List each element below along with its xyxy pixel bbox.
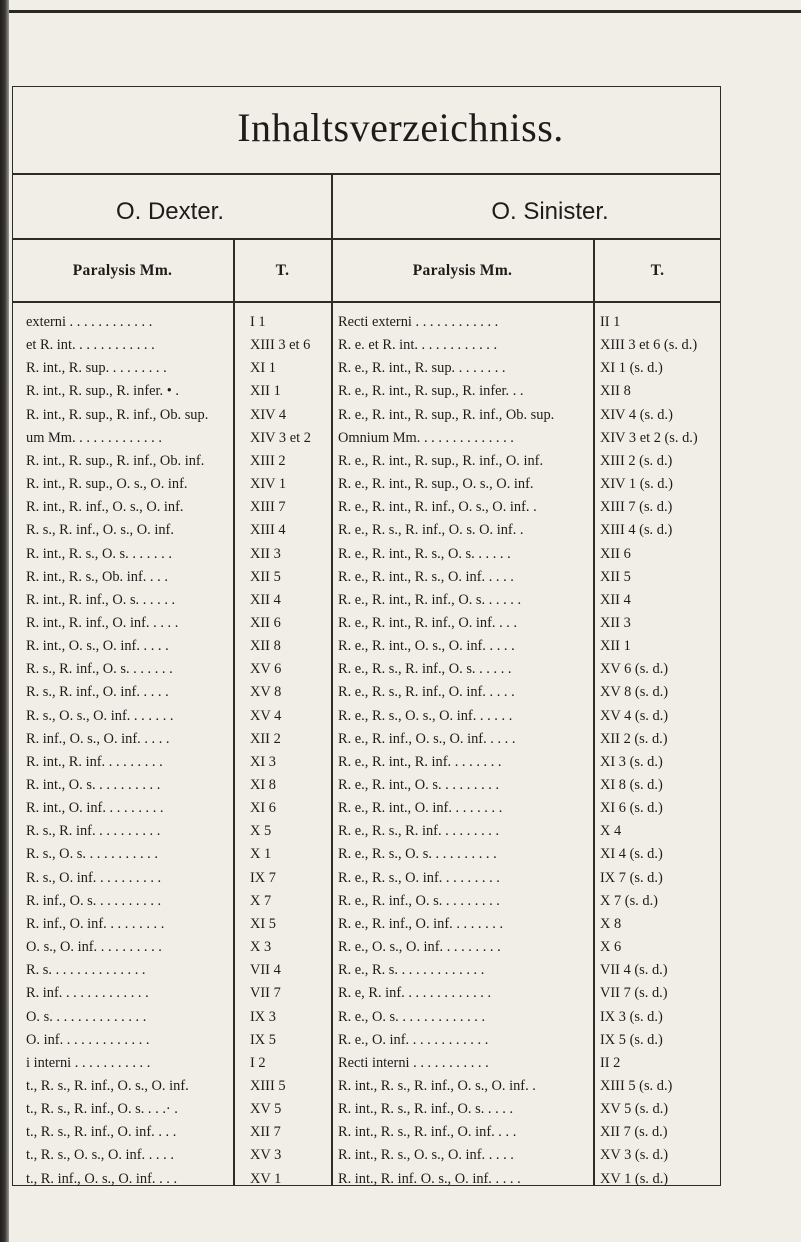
row-t-value: VII 4 (s. d.) bbox=[600, 962, 668, 979]
row-t-value: XII 1 bbox=[600, 638, 631, 655]
table-row bbox=[0, 682, 721, 702]
page-title: Inhaltsverzeichniss. bbox=[237, 105, 564, 150]
row-t-value: IX 5 bbox=[250, 1031, 276, 1048]
row-label: R. e., R. int., R. sup. . . . . . . . bbox=[338, 360, 506, 377]
row-label: R. e., R. inf., O. s., O. inf. . . . . bbox=[338, 730, 516, 747]
table-row bbox=[0, 960, 721, 980]
row-t-value: XII 7 (s. d.) bbox=[600, 1124, 668, 1141]
row-t-value: XIV 3 et 2 bbox=[250, 429, 311, 446]
row-t-value: IX 7 bbox=[250, 869, 276, 886]
row-label: R. s., R. inf. . . . . . . . . . bbox=[26, 823, 161, 840]
row-t-value: XI 8 (s. d.) bbox=[600, 777, 663, 793]
right-side-heading: O. Sinister. bbox=[491, 198, 609, 225]
row-label: R. e., R. int., O. s. . . . . . . . . bbox=[338, 777, 500, 793]
row-t-value: XIII 7 (s. d.) bbox=[600, 499, 673, 516]
row-t-value: XII 5 bbox=[250, 568, 281, 585]
row-label: R. int., R. s., O. s. . . . . . . bbox=[26, 545, 172, 562]
row-t-value: XIV 1 bbox=[250, 476, 287, 493]
row-t-value: XII 6 bbox=[250, 614, 281, 631]
row-label: t., R. s., O. s., O. inf. . . . . bbox=[26, 1147, 174, 1164]
row-t-value: XIII 4 (s. d.) bbox=[600, 522, 673, 539]
row-label: R. e., O. s. . . . . . . . . . . . . bbox=[338, 1008, 486, 1025]
row-label: R. int., O. s., O. inf. . . . . bbox=[26, 638, 169, 655]
row-t-value: X 6 bbox=[600, 939, 622, 956]
row-label: R. int., R. s., O. s., O. inf. . . . . bbox=[338, 1147, 514, 1164]
row-label: R. e., R. s. . . . . . . . . . . . . bbox=[338, 962, 485, 979]
top-rule bbox=[9, 10, 801, 13]
right-t-header: T. bbox=[650, 262, 665, 279]
row-label: R. s., R. inf., O. inf. . . . . bbox=[26, 684, 169, 701]
row-label: R. int., O. inf. . . . . . . . . bbox=[26, 800, 164, 817]
row-t-value: XV 5 bbox=[250, 1101, 282, 1118]
right-paralysis-header: Paralysis Mm. bbox=[412, 262, 513, 279]
table-row bbox=[0, 451, 721, 471]
row-label: R. int., O. s. . . . . . . . . . bbox=[26, 777, 161, 793]
left-paralysis-header: Paralysis Mm. bbox=[72, 262, 173, 279]
table-row bbox=[0, 474, 721, 494]
row-label: R. s., O. s., O. inf. . . . . . . bbox=[26, 707, 174, 724]
row-t-value: X 4 bbox=[600, 823, 622, 840]
table-row bbox=[0, 335, 721, 355]
row-label: R. e. et R. int. . . . . . . . . . . . bbox=[338, 337, 498, 354]
row-t-value: IX 3 bbox=[250, 1008, 276, 1025]
row-label: R. e., O. inf. . . . . . . . . . . . bbox=[338, 1031, 489, 1048]
row-t-value: I 1 bbox=[250, 314, 266, 330]
row-label: R. s. . . . . . . . . . . . . . bbox=[26, 962, 146, 979]
table-row bbox=[0, 798, 721, 818]
row-t-value: XV 3 (s. d.) bbox=[600, 1147, 669, 1164]
row-t-value: XI 8 bbox=[250, 777, 276, 793]
table-row bbox=[0, 891, 721, 911]
row-t-value: XI 1 bbox=[250, 360, 276, 377]
row-t-value: X 8 bbox=[600, 915, 622, 932]
row-label: R. int., R. s., R. inf., O. s., O. inf. . bbox=[338, 1077, 536, 1094]
table-row bbox=[0, 1145, 721, 1165]
table-row bbox=[0, 868, 721, 888]
row-t-value: VII 4 bbox=[250, 962, 281, 979]
row-label: R. e., R. s., R. inf., O. s. O. inf. . bbox=[338, 522, 524, 539]
row-label: R. e., R. s., O. inf. . . . . . . . . bbox=[338, 869, 500, 886]
table-row bbox=[0, 405, 721, 425]
row-label: R. e., R. int., R. s., O. inf. . . . . bbox=[338, 568, 514, 585]
row-label: Recti interni . . . . . . . . . . . bbox=[338, 1054, 489, 1071]
row-label: R. int., R. sup., R. inf., Ob. sup. bbox=[26, 406, 209, 423]
row-label: t., R. s., R. inf., O. s. . . .· . bbox=[26, 1101, 178, 1118]
row-label: R. int., R. inf., O. s., O. inf. bbox=[26, 499, 184, 516]
row-t-value: X 5 bbox=[250, 823, 272, 840]
row-t-value: XII 3 bbox=[600, 614, 631, 631]
row-t-value: XV 4 (s. d.) bbox=[600, 707, 669, 724]
row-label: R. e., R. s., R. inf., O. inf. . . . . bbox=[338, 684, 515, 701]
row-t-value: XIII 3 et 6 bbox=[250, 337, 311, 354]
row-t-value: X 7 bbox=[250, 892, 272, 909]
row-t-value: XV 8 (s. d.) bbox=[600, 684, 669, 701]
row-t-value: XV 1 (s. d.) bbox=[600, 1170, 669, 1187]
row-t-value: XV 4 bbox=[250, 707, 282, 724]
row-label: O. inf. . . . . . . . . . . . . bbox=[26, 1031, 150, 1048]
table-row bbox=[0, 752, 721, 772]
row-label: R. e., R. int., R. inf., O. s., O. inf. . bbox=[338, 499, 537, 516]
left-t-header: T. bbox=[275, 262, 290, 279]
row-label: R. int., R. sup., O. s., O. inf. bbox=[26, 476, 188, 493]
row-t-value: XII 8 bbox=[250, 638, 281, 655]
row-t-value: XI 1 (s. d.) bbox=[600, 360, 663, 377]
row-label: R. e., R. int., R. s., O. s. . . . . . bbox=[338, 545, 511, 562]
row-label: R. e., R. inf., O. s. . . . . . . . . bbox=[338, 892, 500, 909]
rule-below-title bbox=[12, 173, 721, 175]
row-t-value: II 2 bbox=[600, 1054, 621, 1071]
table-row bbox=[0, 1099, 721, 1119]
row-t-value: XI 6 (s. d.) bbox=[600, 800, 663, 817]
table-row bbox=[0, 659, 721, 679]
row-t-value: II 1 bbox=[600, 314, 621, 330]
row-label: R. int., R. inf., O. s. . . . . . bbox=[26, 591, 176, 608]
row-label: R. e., R. int., O. s., O. inf. . . . . bbox=[338, 638, 515, 655]
row-label: R. s., O. s. . . . . . . . . . . bbox=[26, 846, 158, 863]
table-row bbox=[0, 497, 721, 517]
row-t-value: XIII 5 (s. d.) bbox=[600, 1077, 673, 1094]
row-t-value: XII 1 bbox=[250, 383, 281, 400]
row-t-value: XI 4 (s. d.) bbox=[600, 846, 663, 863]
row-label: R. s., R. inf., O. s. . . . . . . bbox=[26, 661, 173, 678]
row-label: R. e., R. int., R. inf., O. s. . . . . . bbox=[338, 591, 522, 608]
table-row bbox=[0, 636, 721, 656]
row-label: R. int., R. sup. . . . . . . . . bbox=[26, 360, 167, 377]
row-t-value: XIV 4 (s. d.) bbox=[600, 406, 673, 423]
row-t-value: XII 2 (s. d.) bbox=[600, 730, 668, 747]
row-label: R. int., R. s., R. inf., O. s. . . . . bbox=[338, 1101, 514, 1118]
table-row bbox=[0, 613, 721, 633]
row-t-value: XII 4 bbox=[600, 591, 631, 608]
row-t-value: XV 1 bbox=[250, 1170, 282, 1187]
row-label: R. e, R. inf. . . . . . . . . . . . . bbox=[338, 985, 492, 1002]
table-row bbox=[0, 544, 721, 564]
row-t-value: XV 8 bbox=[250, 684, 282, 701]
row-t-value: XII 5 bbox=[600, 568, 631, 585]
row-label: R. int., R. inf., O. inf. . . . . bbox=[26, 614, 179, 631]
row-t-value: XII 8 bbox=[600, 383, 631, 400]
row-label: R. e., R. int., R. sup., R. infer. . . bbox=[338, 383, 524, 400]
row-t-value: IX 7 (s. d.) bbox=[600, 869, 663, 886]
row-label: R. s., R. inf., O. s., O. inf. bbox=[26, 522, 174, 539]
row-t-value: X 3 bbox=[250, 939, 272, 956]
row-t-value: XI 5 bbox=[250, 915, 276, 932]
row-label: R. e., R. int., O. inf. . . . . . . . bbox=[338, 800, 503, 817]
row-t-value: X 7 (s. d.) bbox=[600, 892, 658, 909]
table-row bbox=[0, 844, 721, 864]
row-label: t., R. s., R. inf., O. inf. . . . bbox=[26, 1124, 177, 1141]
row-label: R. int., R. sup., R. inf., Ob. inf. bbox=[26, 452, 205, 469]
row-label: t., R. s., R. inf., O. s., O. inf. bbox=[26, 1077, 189, 1094]
row-label: R. inf., O. inf. . . . . . . . . bbox=[26, 915, 165, 932]
row-label: i interni . . . . . . . . . . . bbox=[26, 1054, 151, 1071]
row-t-value: XIII 4 bbox=[250, 522, 286, 539]
row-label: R. e., R. int., R. sup., R. inf., O. inf. bbox=[338, 452, 544, 469]
table-row bbox=[0, 937, 721, 957]
row-label: R. e., R. int., R. sup., O. s., O. inf. bbox=[338, 476, 534, 493]
row-label: Omnium Mm. . . . . . . . . . . . . . bbox=[338, 429, 514, 446]
row-label: R. e., R. inf., O. inf. . . . . . . . bbox=[338, 915, 504, 932]
table-row bbox=[0, 1076, 721, 1096]
row-t-value: XIV 1 (s. d.) bbox=[600, 476, 673, 493]
table-row bbox=[0, 312, 721, 332]
row-t-value: XII 6 bbox=[600, 545, 631, 562]
row-label: R. int., R. s., R. inf., O. inf. . . . bbox=[338, 1124, 517, 1141]
row-label: R. int., R. inf. . . . . . . . . bbox=[26, 753, 163, 770]
row-label: externi . . . . . . . . . . . . bbox=[26, 314, 153, 330]
table-row bbox=[0, 1169, 721, 1189]
row-label: R. int., R. sup., R. infer. • . bbox=[26, 383, 179, 400]
row-label: R. e., R. int., R. sup., R. inf., Ob. sup. bbox=[338, 406, 555, 423]
row-label: O. s., O. inf. . . . . . . . . . bbox=[26, 939, 162, 956]
row-t-value: IX 3 (s. d.) bbox=[600, 1008, 663, 1025]
table-row bbox=[0, 1007, 721, 1027]
row-t-value: XII 7 bbox=[250, 1124, 281, 1141]
row-t-value: VII 7 (s. d.) bbox=[600, 985, 668, 1002]
row-t-value: XII 2 bbox=[250, 730, 281, 747]
row-t-value: XI 6 bbox=[250, 800, 276, 817]
row-t-value: XV 3 bbox=[250, 1147, 282, 1164]
table-row bbox=[0, 381, 721, 401]
table-row bbox=[0, 729, 721, 749]
table-row bbox=[0, 983, 721, 1003]
row-t-value: XIII 7 bbox=[250, 499, 286, 516]
row-label: R. inf., O. s., O. inf. . . . . bbox=[26, 730, 170, 747]
row-t-value: I 2 bbox=[250, 1054, 266, 1071]
table-row bbox=[0, 428, 721, 448]
row-t-value: X 1 bbox=[250, 846, 272, 863]
row-label: R. e., R. s., R. inf., O. s. . . . . . bbox=[338, 661, 512, 678]
row-t-value: XV 6 (s. d.) bbox=[600, 661, 669, 678]
table-row bbox=[0, 914, 721, 934]
row-t-value: XIV 3 et 2 (s. d.) bbox=[600, 429, 698, 446]
row-label: R. e., R. s., O. s., O. inf. . . . . . bbox=[338, 707, 513, 724]
row-t-value: XIII 3 et 6 (s. d.) bbox=[600, 337, 698, 354]
row-label: um Mm. . . . . . . . . . . . . bbox=[26, 429, 162, 446]
row-label: Recti externi . . . . . . . . . . . . bbox=[338, 314, 499, 330]
row-t-value: VII 7 bbox=[250, 985, 281, 1002]
row-t-value: XIII 5 bbox=[250, 1077, 286, 1094]
row-label: R. e., R. s., O. s. . . . . . . . . . bbox=[338, 846, 497, 863]
row-label: R. e., R. int., R. inf., O. inf. . . . bbox=[338, 614, 518, 631]
table-row bbox=[0, 1053, 721, 1073]
row-label: O. s. . . . . . . . . . . . . . bbox=[26, 1008, 147, 1025]
row-label: R. int., R. s., Ob. inf. . . . bbox=[26, 568, 168, 585]
row-label: R. e., R. int., R. inf. . . . . . . . bbox=[338, 753, 502, 770]
rule-below-side-heading bbox=[12, 238, 721, 240]
row-t-value: XII 4 bbox=[250, 591, 281, 608]
table-row bbox=[0, 821, 721, 841]
rule-below-column-heading bbox=[12, 301, 721, 303]
row-label: t., R. inf., O. s., O. inf. . . . bbox=[26, 1170, 178, 1187]
row-label: R. e., R. s., R. inf. . . . . . . . . bbox=[338, 823, 500, 840]
row-t-value: XI 3 bbox=[250, 753, 276, 770]
table-row bbox=[0, 1122, 721, 1142]
row-t-value: XV 6 bbox=[250, 661, 282, 678]
table-row bbox=[0, 520, 721, 540]
table-row bbox=[0, 358, 721, 378]
row-label: R. inf., O. s. . . . . . . . . . bbox=[26, 892, 162, 909]
row-t-value: XIV 4 bbox=[250, 406, 287, 423]
row-t-value: IX 5 (s. d.) bbox=[600, 1031, 663, 1048]
table-row bbox=[0, 706, 721, 726]
row-label: R. s., O. inf. . . . . . . . . . bbox=[26, 869, 162, 886]
row-t-value: XV 5 (s. d.) bbox=[600, 1101, 669, 1118]
row-t-value: XIII 2 (s. d.) bbox=[600, 452, 673, 469]
row-label: R. e., O. s., O. inf. . . . . . . . . bbox=[338, 939, 501, 956]
row-label: et R. int. . . . . . . . . . . . bbox=[26, 337, 155, 354]
table-row bbox=[0, 775, 721, 795]
left-side-heading: O. Dexter. bbox=[115, 198, 225, 225]
row-label: R. int., R. inf. O. s., O. inf. . . . . bbox=[338, 1170, 521, 1187]
row-t-value: XII 3 bbox=[250, 545, 281, 562]
row-t-value: XIII 2 bbox=[250, 452, 286, 469]
row-label: R. inf. . . . . . . . . . . . . bbox=[26, 985, 149, 1002]
table-row bbox=[0, 590, 721, 610]
row-t-value: XI 3 (s. d.) bbox=[600, 753, 663, 770]
table-row bbox=[0, 1030, 721, 1050]
table-row bbox=[0, 567, 721, 587]
